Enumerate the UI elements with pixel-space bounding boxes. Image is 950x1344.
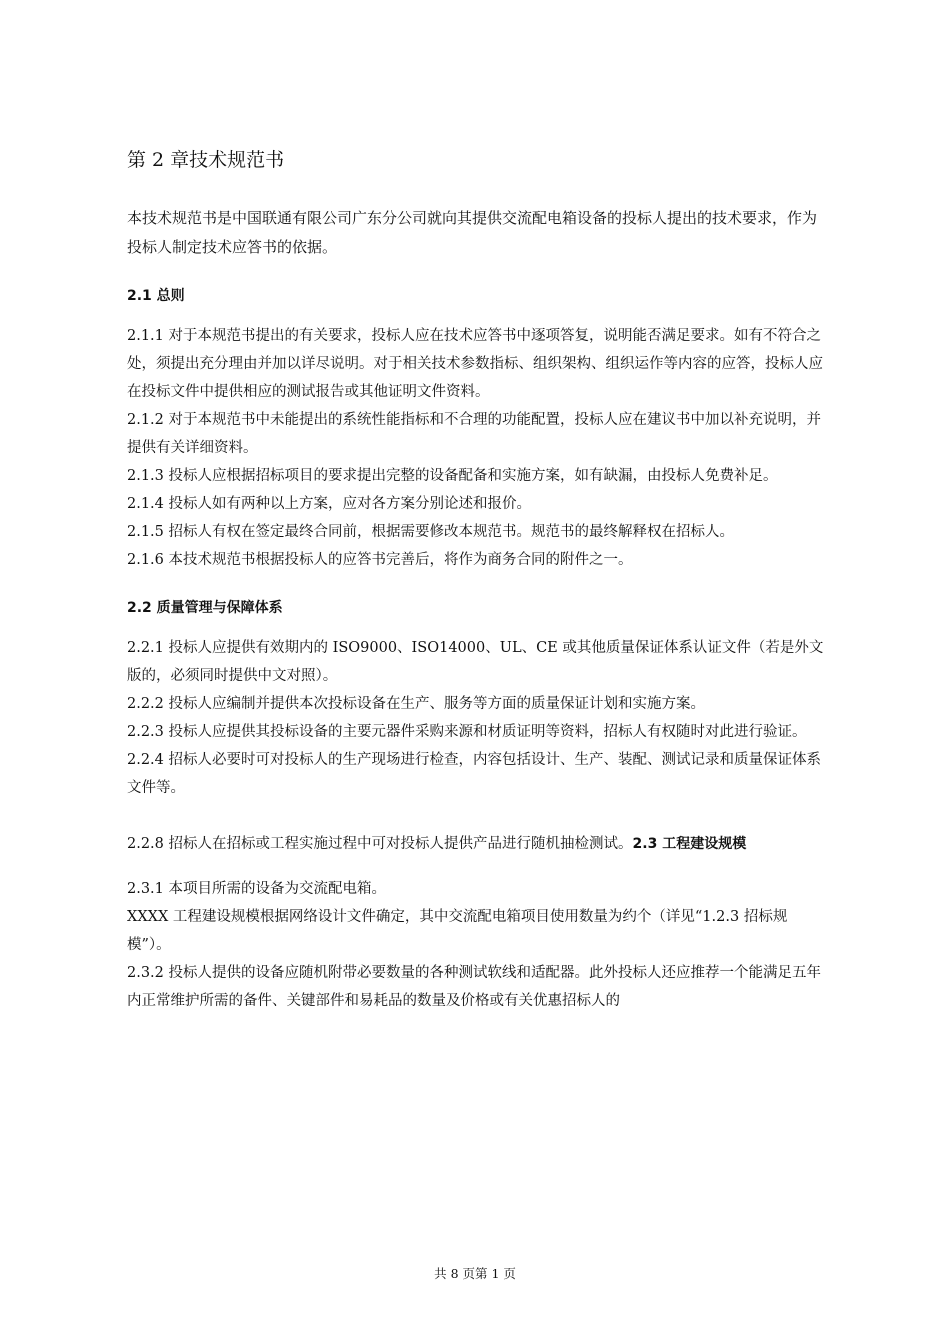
paragraph-2-2-4: 2.2.4 招标人必要时可对投标人的生产现场进行检查，内容包括设计、生产、装配、测试记录和质量保证体系文件等。 <box>127 752 821 796</box>
paragraph-2-3-1: 2.3.1 本项目所需的设备为交流配电箱。 <box>127 881 387 897</box>
paragraph-2-1-6: 2.1.6 本技术规范书根据投标人的应答书完善后，将作为商务合同的附件之一。 <box>127 552 633 568</box>
chapter-title: 第 2 章技术规范书 <box>127 149 285 171</box>
paragraph-2-2-2: 2.2.2 投标人应编制并提供本次投标设备在生产、服务等方面的质量保证计划和实施方案。 <box>127 696 705 712</box>
paragraph-2-2-1: 2.2.1 投标人应提供有效期内的 ISO9000、ISO14000、UL、CE 或其他质量保证体系认证文件（若是外文版的，必须同时提供中文对照）。 <box>127 640 824 684</box>
paragraph-2-3-scale: XXXX 工程建设规模根据网络设计文件确定，其中交流配电箱项目使用数量为约个（详见“1.2.3 招标规模”）。 <box>127 909 788 953</box>
paragraph-2-2-3: 2.2.3 投标人应提供其投标设备的主要元器件采购来源和材质证明等资料，招标人有权随时对此进行验证。 <box>127 724 807 740</box>
document-body <box>127 144 827 1015</box>
section-2-1-body <box>127 322 827 574</box>
paragraph-2-1-3: 2.1.3 投标人应根据招标项目的要求提出完整的设备配备和实施方案，如有缺漏，由投标人免费补足。 <box>127 468 778 484</box>
paragraph-2-2-8-with-heading <box>127 818 827 871</box>
paragraph-2-1-5: 2.1.5 招标人有权在签定最终合同前，根据需要修改本规范书。规范书的最终解释权在招标人。 <box>127 524 734 540</box>
paragraph-2-1-2: 2.1.2 对于本规范书中未能提出的系统性能指标和不合理的功能配置，投标人应在建议书中加以补充说明，并提供有关详细资料。 <box>127 412 821 456</box>
section-2-2-heading: 2.2 质量管理与保障体系 <box>127 600 283 616</box>
intro-paragraph: 本技术规范书是中国联通有限公司广东分公司就向其提供交流配电箱设备的投标人提出的技术要求，作为投标人制定技术应答书的依据。 <box>127 209 818 256</box>
paragraph-2-1-1: 2.1.1 对于本规范书提出的有关要求，投标人应在技术应答书中逐项答复，说明能否满足要求。如有不符合之处，须提出充分理由并加以详尽说明。对于相关技术参数指标、组织架构、组织运作等内容的应答，投标人应在投标文件中提供相应的测试报告或其他证明文件资料。 <box>127 328 823 400</box>
section-2-3-body <box>127 875 827 1015</box>
section-2-3-heading: 2.3 工程建设规模 <box>632 836 747 852</box>
paragraph-2-1-4: 2.1.4 投标人如有两种以上方案，应对各方案分别论述和报价。 <box>127 496 532 512</box>
paragraph-2-3-2: 2.3.2 投标人提供的设备应随机附带必要数量的各种测试软线和适配器。此外投标人还应推荐一个能满足五年内正常维护所需的备件、关键部件和易耗品的数量及价格或有关优惠招标人的 <box>127 965 821 1009</box>
page-footer: 共 8 页第 1 页 <box>434 1266 516 1281</box>
section-2-2-body <box>127 634 827 802</box>
section-2-1-heading: 2.1 总则 <box>127 288 185 304</box>
paragraph-2-2-8: 2.2.8 招标人在招标或工程实施过程中可对投标人提供产品进行随机抽检测试。 <box>127 836 633 852</box>
